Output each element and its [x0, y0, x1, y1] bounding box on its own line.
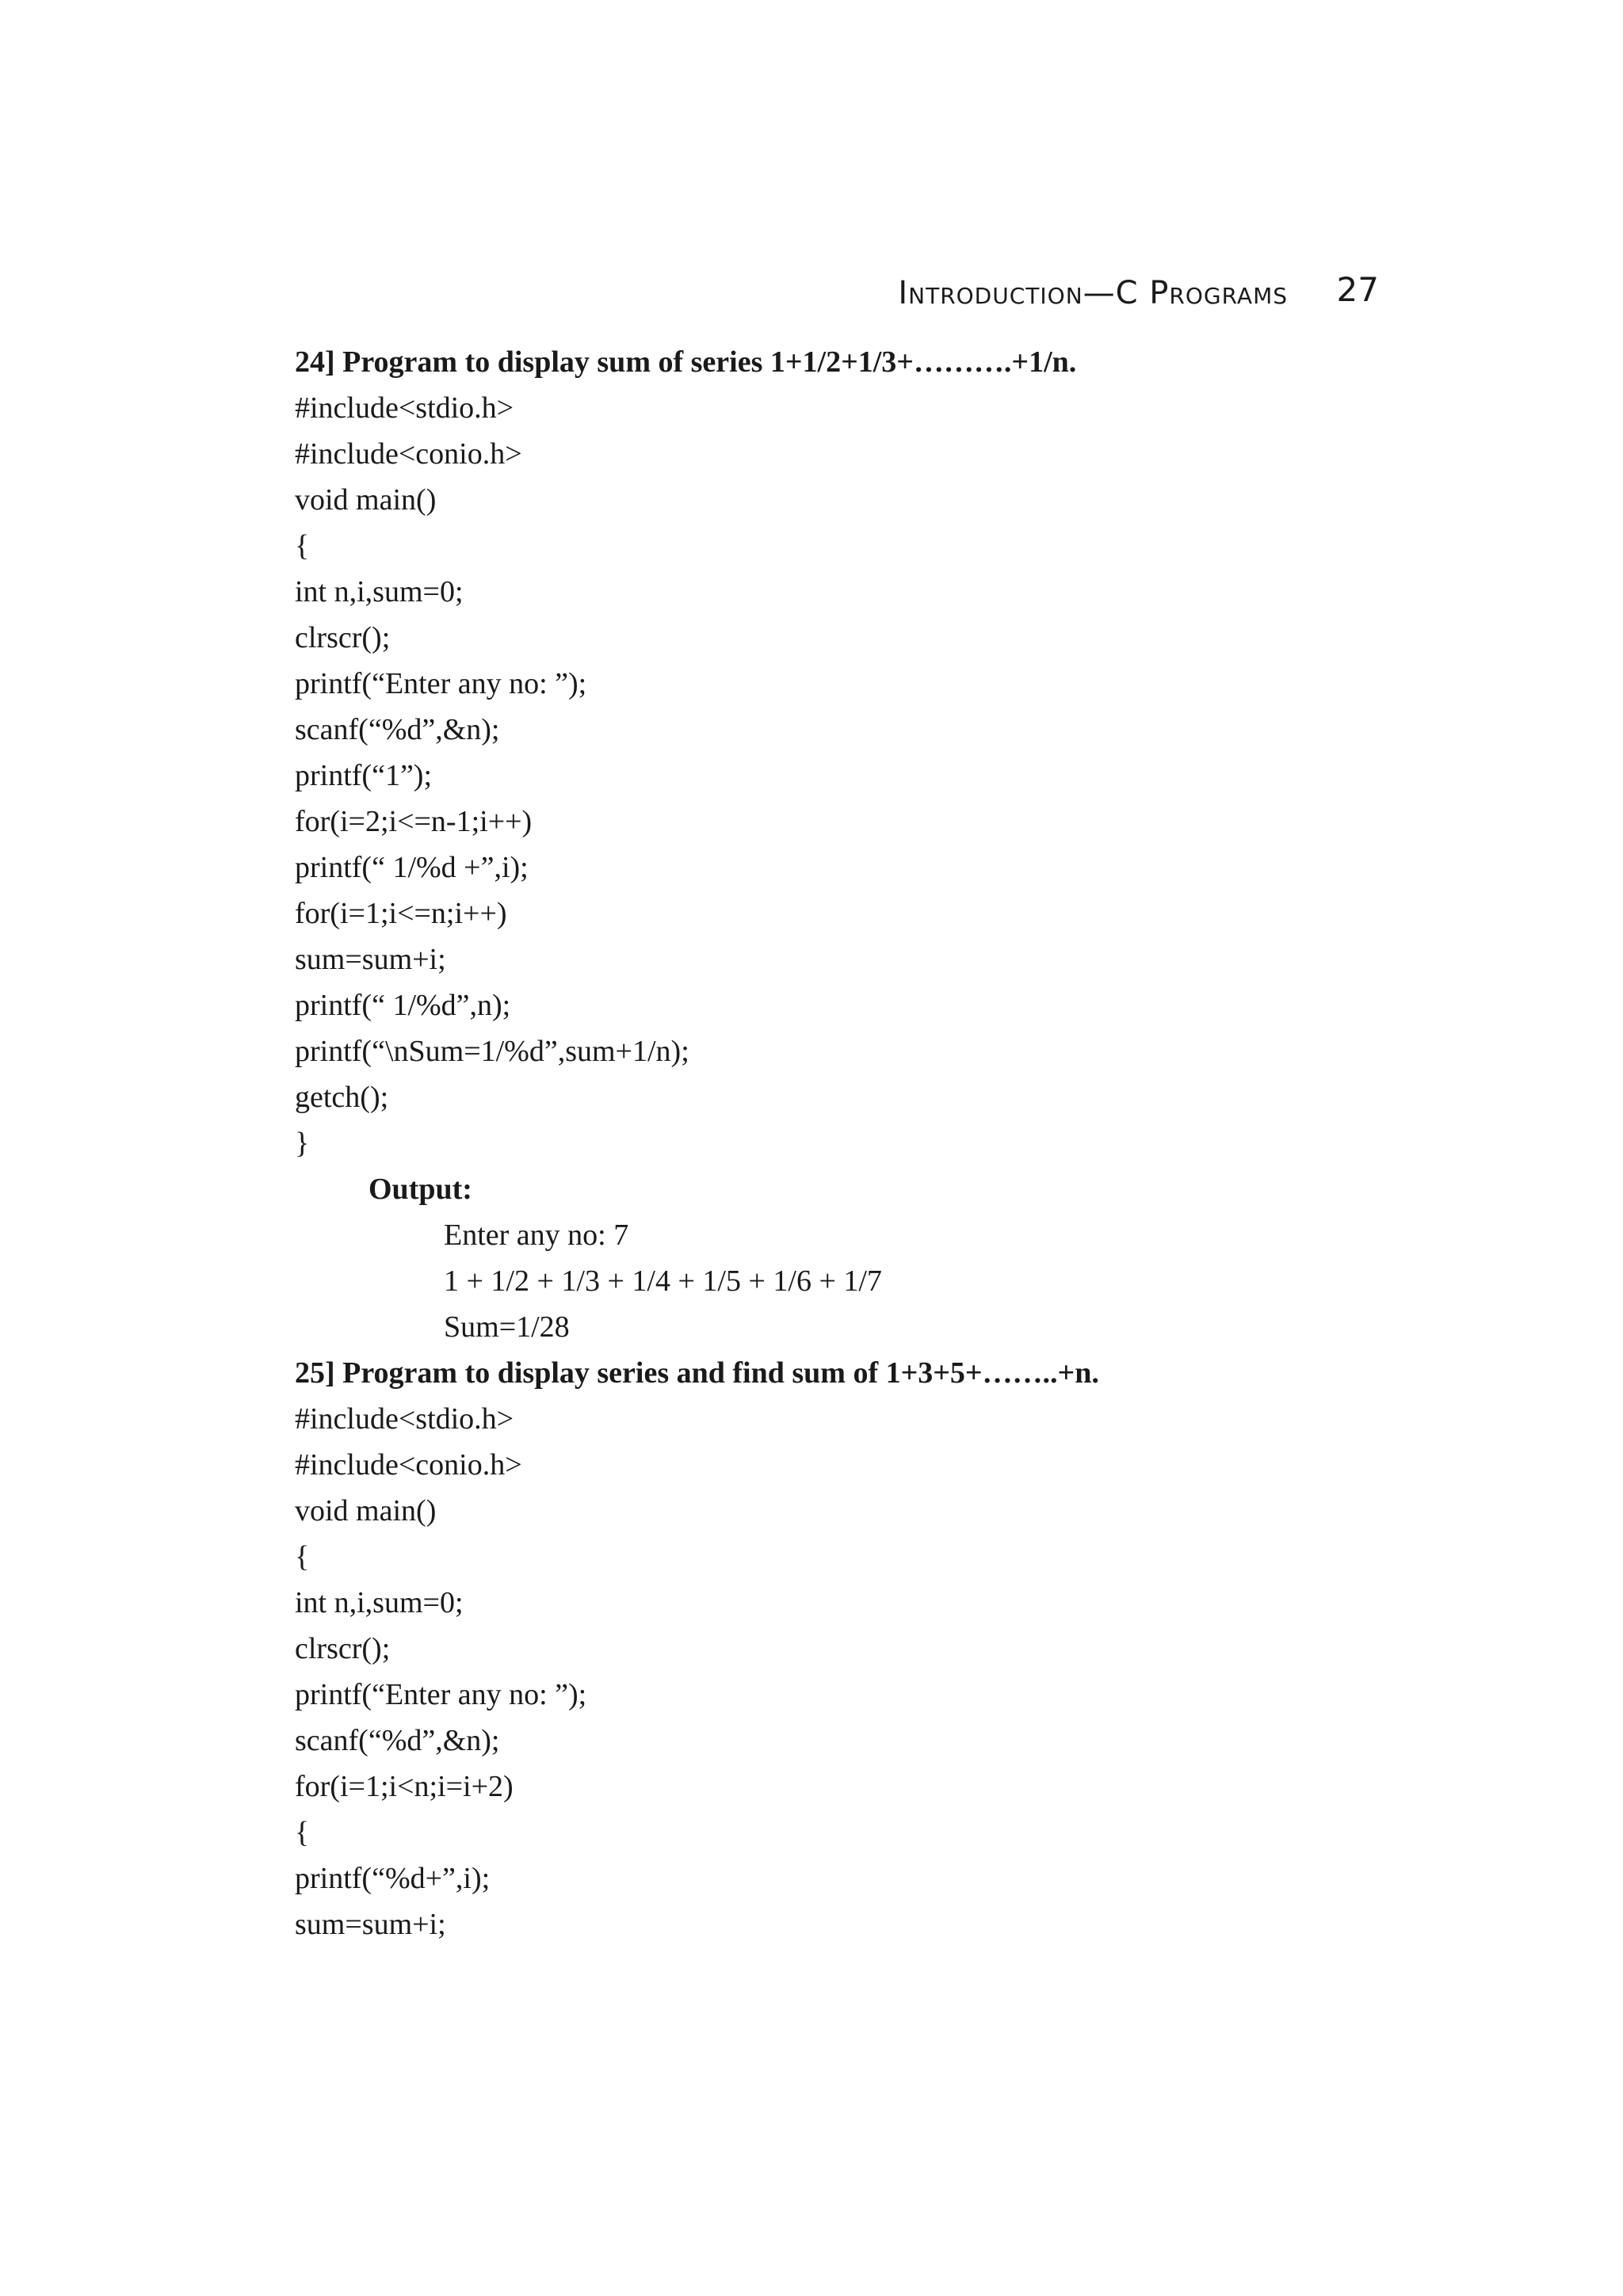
code-line: printf(“Enter any no: ”);	[295, 667, 587, 700]
code-line: getch();	[295, 1081, 389, 1114]
code-line: printf(“Enter any no: ”);	[295, 1678, 587, 1711]
code-line: {	[295, 1816, 310, 1849]
program-24-heading: 24] Program to display sum of series 1+1/2+1/3+……….+1/n.	[295, 345, 1077, 379]
code-line: for(i=2;i<=n-1;i++)	[295, 805, 533, 838]
output-line: 1 + 1/2 + 1/3 + 1/4 + 1/5 + 1/6 + 1/7	[444, 1264, 882, 1298]
output-line: Enter any no: 7	[444, 1219, 629, 1252]
code-line: void main()	[295, 1494, 437, 1527]
output-label: Output:	[369, 1173, 472, 1206]
code-line: sum=sum+i;	[295, 1908, 446, 1941]
code-line: int n,i,sum=0;	[295, 1586, 464, 1619]
code-line: printf(“%d+”,i);	[295, 1862, 491, 1895]
code-line: printf(“ 1/%d +”,i);	[295, 851, 529, 884]
code-line: int n,i,sum=0;	[295, 575, 464, 608]
code-line: void main()	[295, 483, 437, 517]
code-line: #include<conio.h>	[295, 437, 522, 471]
code-line: sum=sum+i;	[295, 943, 446, 976]
code-line: }	[295, 1127, 310, 1160]
code-line: clrscr();	[295, 1632, 391, 1665]
running-title: Introduction—C Programs	[898, 275, 1288, 311]
code-line: printf(“ 1/%d”,n);	[295, 989, 511, 1022]
code-line: for(i=1;i<=n;i++)	[295, 897, 507, 930]
code-line: scanf(“%d”,&n);	[295, 713, 500, 746]
code-line: #include<stdio.h>	[295, 391, 514, 425]
code-line: printf(“\nSum=1/%d”,sum+1/n);	[295, 1035, 689, 1068]
page-body	[295, 339, 1468, 1947]
code-line: {	[295, 1540, 310, 1573]
code-line: printf(“1”);	[295, 759, 433, 792]
output-line: Sum=1/28	[444, 1310, 570, 1344]
code-line: scanf(“%d”,&n);	[295, 1724, 500, 1757]
code-line: #include<stdio.h>	[295, 1402, 514, 1436]
page-number: 27	[1336, 270, 1379, 309]
program-25-heading: 25] Program to display series and find sum of 1+3+5+……..+n.	[295, 1356, 1099, 1390]
page-header	[872, 270, 1379, 321]
code-line: #include<conio.h>	[295, 1448, 522, 1482]
code-line: {	[295, 529, 310, 563]
code-line: clrscr();	[295, 621, 391, 654]
code-line: for(i=1;i<n;i=i+2)	[295, 1770, 514, 1803]
